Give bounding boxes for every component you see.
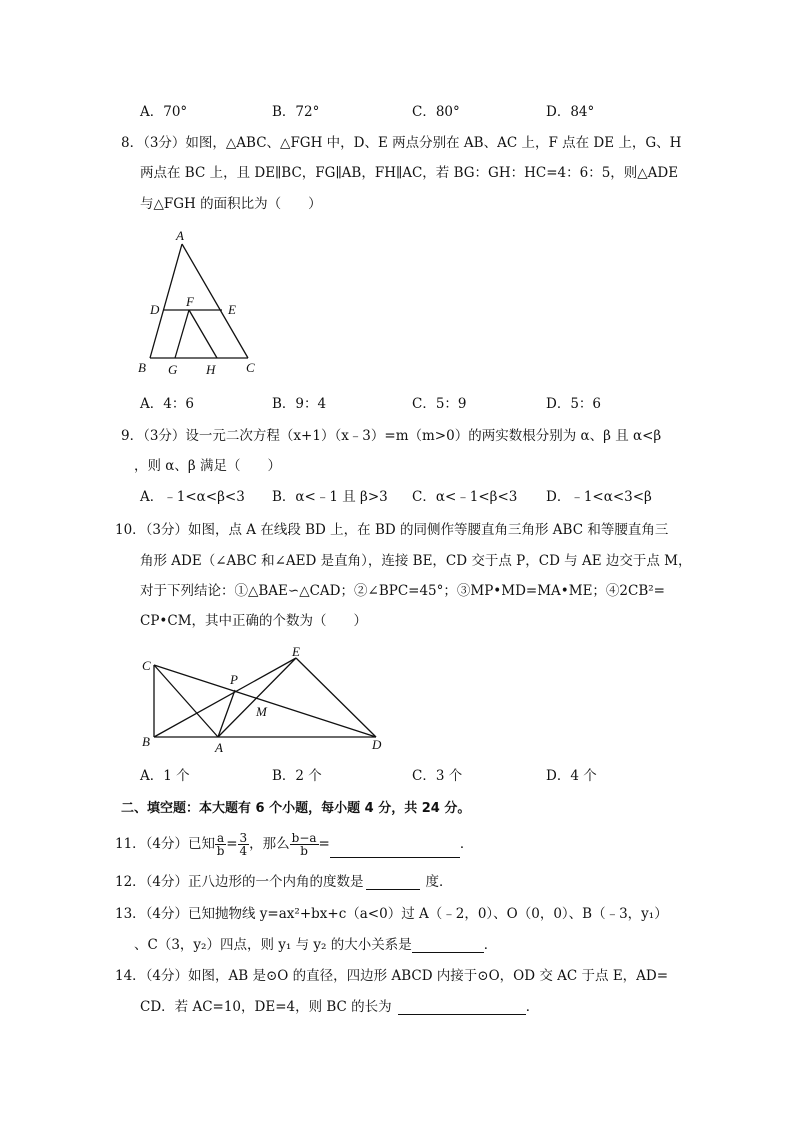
q8-label-h: H — [206, 362, 216, 377]
q13-answer-blank[interactable] — [412, 938, 484, 953]
q9-text-line-1: 9．（3分）设一元二次方程（x+1）（x﹣3）=m（m>0）的两实数根分别为 α、β 且 α<β — [121, 428, 662, 444]
q9-option-d: D．﹣1<α<3<β — [546, 489, 652, 505]
q8-option-d: D．5：6 — [546, 396, 602, 412]
q8-option-a: A．4：6 — [140, 396, 194, 412]
q8-label-f: F — [186, 294, 194, 309]
q13-line-2: 、C（3，y₂）四点，则 y₁ 与 y₂ 的大小关系是 ． — [134, 937, 498, 953]
q10-option-c: C．3 个 — [412, 768, 463, 784]
q10-text-line-2: 角形 ADE（∠ABC 和∠AED 是直角），连接 BE，CD 交于点 P，CD 与 AE 边交于点 M， — [140, 553, 692, 569]
q9-text-line-2: ，则 α、β 满足（ ） — [134, 458, 282, 474]
q7-option-c: C．80° — [412, 104, 460, 120]
q8-text-line-3: 与△FGH 的面积比为（ ） — [140, 196, 322, 212]
q10-label-b: B — [142, 734, 150, 749]
q10-option-a: A．1 个 — [140, 768, 190, 784]
q13-text-line-1: 13．（4分）已知抛物线 y=ax²+bx+c（a<0）过 A（﹣2，0）、O（0，0）、B（﹣3，y₁） — [115, 906, 668, 922]
q10-label-p: P — [230, 672, 238, 687]
q11-fraction-b-minus-a-over-b: $\frac{b-a}{b}$ — [291, 831, 317, 858]
q8-label-a: A — [176, 228, 184, 243]
q10-label-e: E — [292, 644, 300, 659]
q8-text-line-1: 8．（3分）如图，△ABC、△FGH 中，D、E 两点分别在 AB、AC 上，F 点在 DE 上，G、H — [121, 135, 682, 151]
q10-label-d: D — [372, 737, 382, 752]
section-2-heading: 二、填空题：本大题有 6 个小题，每小题 4 分，共 24 分。 — [121, 801, 471, 816]
q11-prefix: 11．（4分）已知 — [115, 836, 216, 852]
q8-label-c: C — [246, 360, 255, 375]
q8-triangle-figure — [134, 228, 274, 378]
q11-fraction-3-over-4: $\frac{3}{4}$ — [239, 831, 248, 858]
q9-option-a: A．﹣1<α<β<3 — [140, 489, 245, 505]
q10-label-a: A — [215, 740, 223, 754]
q10-text-line-3: 对于下列结论：①△BAE∽△CAD；②∠BPC=45°；③MP•MD=MA•ME；④2CB²= — [140, 583, 665, 599]
q8-label-b: B — [138, 360, 146, 375]
q7-option-b: B．72° — [272, 104, 320, 120]
q8-option-b: B．9：4 — [272, 396, 327, 412]
q8-text-line-2: 两点在 BC 上，且 DE∥BC，FG∥AB，FH∥AC，若 BG：GH：HC=4：6：5，则△ADE — [140, 165, 679, 181]
q14-answer-blank[interactable] — [398, 1000, 526, 1015]
q12-line: 12．（4分）正八边形的一个内角的度数是 度． — [115, 874, 453, 890]
q10-text-line-1: 10．（3分）如图，点 A 在线段 BD 上，在 BD 的同侧作等腰直角三角形 ABC 和等腰直角三 — [115, 522, 669, 538]
q9-option-c: C．α<﹣1<β<3 — [412, 489, 518, 505]
q7-option-a: A．70° — [140, 104, 188, 120]
q10-label-m: M — [256, 704, 267, 719]
q7-option-d: D．84° — [546, 104, 595, 120]
q10-label-c: C — [142, 658, 151, 673]
q11-line: 11．（4分）已知 $\frac{a}{b}$ = $\frac{3}{4}$ ，那么 $\frac{b-a}{b}$ = ． — [115, 831, 474, 858]
q10-geometry-figure — [136, 644, 396, 754]
q10-option-b: B．2 个 — [272, 768, 322, 784]
q8-label-d: D — [150, 302, 160, 317]
q8-option-c: C．5：9 — [412, 396, 467, 412]
q9-option-b: B．α<﹣1 且 β>3 — [272, 489, 388, 505]
q11-answer-blank[interactable] — [330, 843, 460, 858]
q10-option-d: D．4 个 — [546, 768, 597, 784]
q8-label-e: E — [228, 302, 236, 317]
q10-text-line-4: CP•CM，其中正确的个数为（ ） — [140, 613, 368, 629]
q11-fraction-a-over-b: $\frac{a}{b}$ — [216, 831, 225, 858]
q14-text-line-1: 14．（4分）如图，AB 是⊙O 的直径，四边形 ABCD 内接于⊙O，OD 交 AC 于点 E，AD= — [115, 968, 669, 984]
q12-answer-blank[interactable] — [366, 875, 420, 890]
q14-line-2: CD．若 AC=10，DE=4，则 BC 的长为 ． — [140, 999, 540, 1015]
q8-label-g: G — [168, 362, 178, 377]
